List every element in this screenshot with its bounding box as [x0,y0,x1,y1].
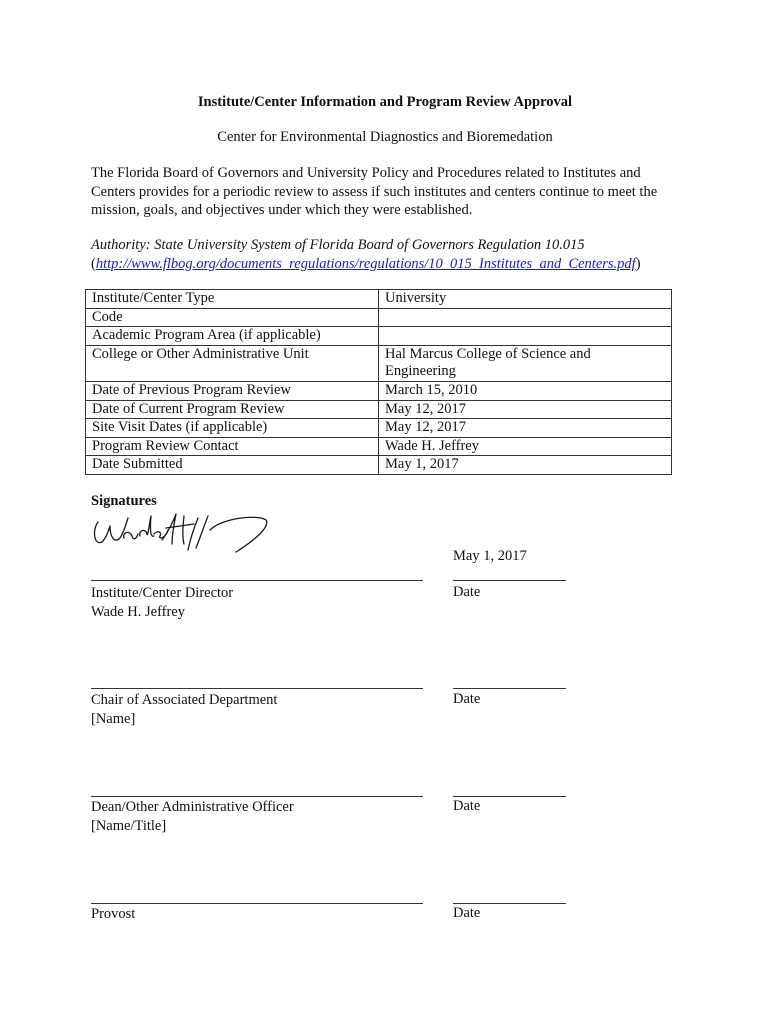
table-row [86,327,672,346]
table-row [86,381,672,400]
row-label: Date of Previous Program Review [86,381,379,400]
document-subtitle: Center for Environmental Diagnostics and Bioremedation [217,129,553,145]
authority-paren-open: ( [91,255,96,272]
dean-name-label: [Name/Title] [91,817,167,834]
row-value[interactable] [379,327,672,346]
document-title: Institute/Center Information and Program Review Approval [197,94,573,110]
dean-date-line[interactable] [453,796,566,797]
director-role-label: Institute/Center Director [91,585,234,601]
chair-date-line[interactable] [453,688,566,689]
director-date-label: Date [453,584,481,600]
table-row [86,308,672,327]
director-signature-line[interactable] [91,580,423,581]
authority-paren-close: ) [635,255,641,272]
table-row [86,456,672,475]
director-name-label: Wade H. Jeffrey [91,603,185,620]
table-row [86,419,672,438]
handwritten-signature [88,510,273,558]
row-value[interactable]: University [379,290,672,309]
row-label: Academic Program Area (if applicable) [86,327,379,346]
director-signature-block [91,584,233,621]
chair-role-label: Chair of Associated Department [91,692,278,708]
row-label: Date Submitted [86,456,379,475]
row-value[interactable]: Wade H. Jeffrey [379,437,672,456]
chair-signature-line[interactable] [91,688,423,689]
chair-name-label: [Name] [91,710,136,727]
authority-paragraph [91,236,691,273]
director-signature-date: May 1, 2017 [453,548,527,564]
row-value[interactable]: May 12, 2017 [379,400,672,419]
chair-signature-block [91,691,277,728]
dean-role-label: Dean/Other Administrative Officer [91,799,294,815]
row-value[interactable]: May 12, 2017 [379,419,672,438]
provost-date-line[interactable] [453,903,566,904]
provost-role-label: Provost [91,906,136,922]
provost-date-label: Date [453,905,481,921]
table-row [86,290,672,309]
dean-signature-block [91,798,294,835]
row-label: Program Review Contact [86,437,379,456]
intro-paragraph: The Florida Board of Governors and University Policy and Procedures related to Institutes and Centers provides for a periodic review to assess if such institutes and centers continue to meet the mission, goals, and objectives under which they were established. [91,165,658,218]
row-value[interactable]: May 1, 2017 [379,456,672,475]
row-value[interactable]: Hal Marcus College of Science and Engineering [379,345,672,381]
table-row [86,345,672,381]
row-label: Institute/Center Type [86,290,379,309]
authority-text: Authority: State University System of Florida Board of Governors Regulation 10.015 [91,237,585,253]
row-label: College or Other Administrative Unit [86,345,379,381]
institute-info-table [85,289,672,475]
dean-signature-line[interactable] [91,796,423,797]
chair-date-label: Date [453,691,481,707]
row-value[interactable]: March 15, 2010 [379,381,672,400]
provost-signature-line[interactable] [91,903,423,904]
table-row [86,437,672,456]
row-label: Site Visit Dates (if applicable) [86,419,379,438]
row-label: Date of Current Program Review [86,400,379,419]
dean-date-label: Date [453,798,481,814]
director-date-line[interactable] [453,580,566,581]
regulation-link[interactable]: http://www.flbog.org/documents_regulations/regulations/10_015_Institutes_and_Centers.pdf [95,255,636,272]
signatures-heading: Signatures [91,493,157,509]
row-value[interactable] [379,308,672,327]
row-label: Code [86,308,379,327]
table-row [86,400,672,419]
